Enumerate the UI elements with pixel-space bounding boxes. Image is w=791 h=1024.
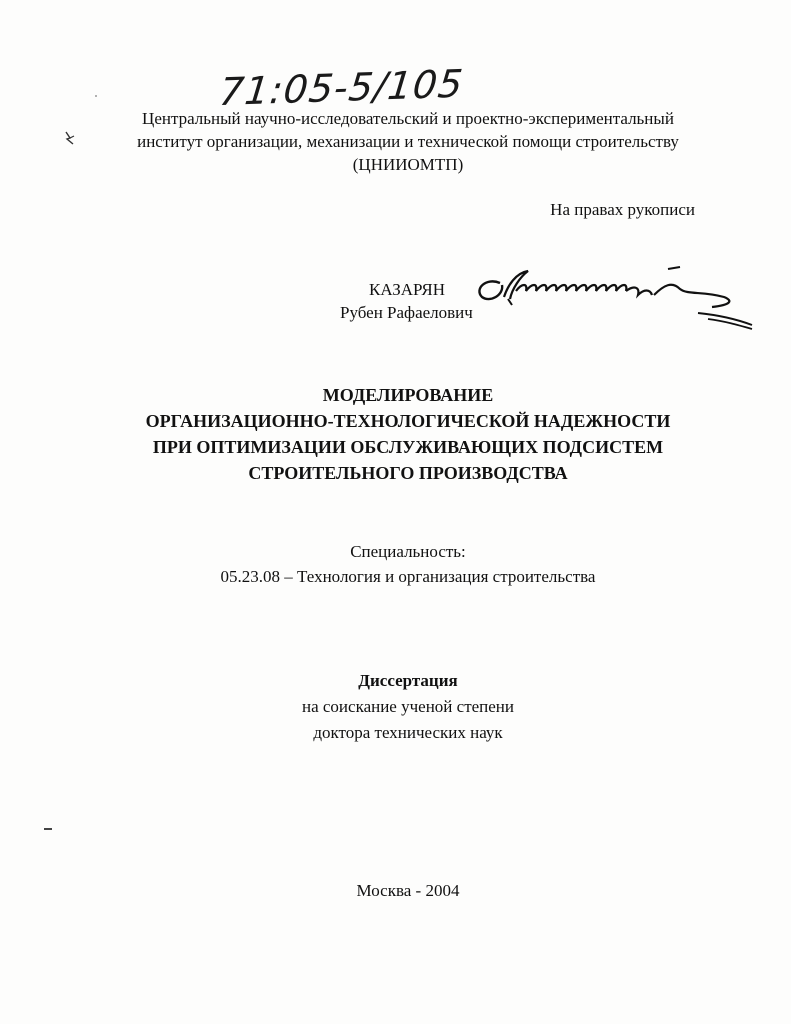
institute-line-2: институт организации, механизации и технической помощи строительству — [137, 132, 679, 151]
dissertation-degree-line-2: доктора технических наук — [313, 723, 503, 742]
title-line-3: ПРИ ОПТИМИЗАЦИИ ОБСЛУЖИВАЮЩИХ ПОДСИСТЕМ — [152, 437, 664, 457]
title-line-2: ОРГАНИЗАЦИОННО-ТЕХНОЛОГИЧЕСКОЙ НАДЕЖНОСТИ — [145, 411, 671, 431]
archive-code-handwritten: 71:05-5/105 — [217, 61, 466, 115]
scan-speck — [95, 95, 97, 97]
author-surname: КАЗАРЯН — [369, 280, 445, 299]
institute-line-1: Центральный научно-исследовательский и проектно-экспериментальный — [142, 109, 674, 128]
specialty-label: Специальность: — [350, 542, 466, 561]
institute-abbreviation: (ЦНИИОМТП) — [352, 155, 464, 174]
title-line-4: СТРОИТЕЛЬНОГО ПРОИЗВОДСТВА — [248, 463, 568, 483]
author-given-names: Рубен Рафаелович — [340, 303, 473, 322]
title-line-1: МОДЕЛИРОВАНИЕ — [322, 385, 494, 405]
specialty-value: 05.23.08 – Технология и организация строительства — [220, 567, 596, 586]
author-signature — [468, 255, 758, 335]
institute-header — [0, 107, 791, 176]
place-and-year: Москва - 2004 — [356, 881, 460, 900]
margin-dash — [44, 828, 52, 830]
dissertation-degree-line-1: на соискание ученой степени — [301, 697, 515, 716]
dissertation-title — [0, 382, 791, 486]
specialty-block — [0, 539, 791, 589]
dissertation-heading: Диссертация — [358, 671, 458, 690]
rights-note: На правах рукописи — [550, 200, 695, 219]
dissertation-block — [0, 668, 791, 746]
